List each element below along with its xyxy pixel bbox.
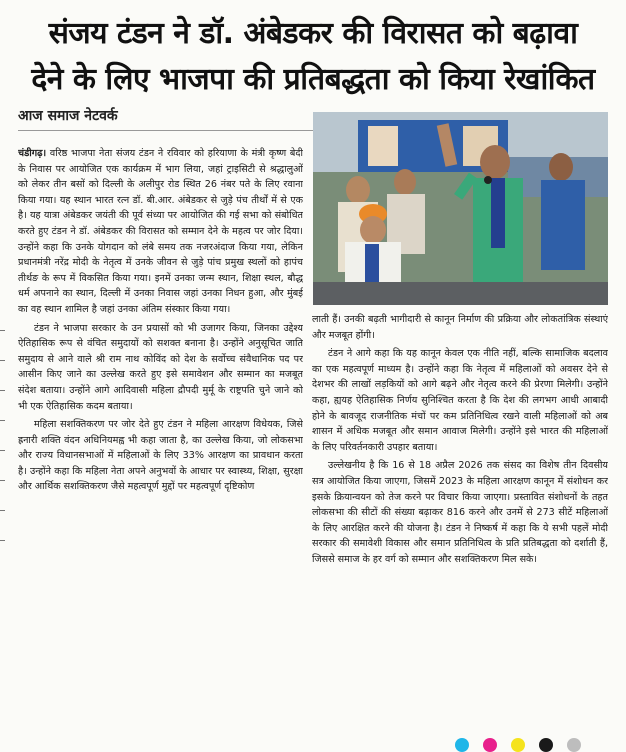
registration-dot	[483, 738, 497, 752]
registration-dot	[455, 738, 469, 752]
news-photo-illustration	[313, 112, 608, 305]
headline-line-1: संजय टंडन ने डॉ. अंबेडकर की विरासत को बढ़ावा	[48, 16, 578, 51]
registration-dot	[539, 738, 553, 752]
article-paragraph	[18, 146, 303, 318]
headline-line-2: देने के लिए भाजपा की प्रतिबद्धता को किया रेखांकित	[31, 62, 595, 97]
fold-marks	[0, 330, 8, 590]
article-column-right	[312, 312, 608, 722]
paragraph-text: वरिष्ठ भाजपा नेता संजय टंडन ने रविवार को हरियाणा के मंत्री कृष्ण बेदी के निवास पर आयोजित एक कार्यक्रम में भाग लिया, जहां ट्राइसिटी से श्रद्धालुओं को लेकर तीन बसों को दिल्ली के अलीपुर रोड स्थित 26 नंबर पते के लिए रवाना किया गया। यह स्थान भारत रत्न डॉ. बी.आर. अंबेडकर से जुड़े पंच तीर्थों में से एक है। यह यात्रा अंबेडकर जयंती की पूर्व संध्या पर आयोजित की गई सभा को संबोधित करते हुए टंडन ने डॉ. अंबेडकर की विरासत को सम्मान देने के महत्व पर जोर दिया। उन्होंने कहा कि उनके योगदान को लंबे समय तक नजरअंदाज किया गया, लेकिन प्रधानमंत्री नरेंद्र मोदी के नेतृत्व में उनके जीवन से जुड़े पांच प्रमुख स्थलों को हापंच तीर्थङ के रूप में विकसित किया गया। इनमें उनका जन्म स्थान, शिक्षा स्थल, बौद्ध धर्म अपनाने का स्थान, दिल्ली में उनका निवास जहां उनका निधन हुआ, और मुंबई का वह स्थान शामिल है जहां उनका अंतिम संस्कार किया गया।	[18, 148, 303, 315]
article-paragraph: टंडन ने आगे कहा कि यह कानून केवल एक नीति नहीं, बल्कि सामाजिक बदलाव का एक महत्वपूर्ण माध्यम है। उन्होंने कहा कि नेतृत्व में महिलाओं को अवसर देने से देशभर की लाखों लड़कियों को आगे बढ़ने और नेतृत्व करने की प्रेरणा मिलेगी। उन्होंने कहा, ह्ययह ऐतिहासिक निर्णय सुनिश्चित करता है कि देश की लगभग आधी आबादी होने के बावजूद राजनीतिक मंचों पर कम प्रतिनिधित्व रखने वाली महिलाओं को अब शासन में अधिक मजबूत और समान आवाज मिलेगी। उन्होंने इसे भारत की महिलाओं के लिए परिवर्तनकारी उपहार बताया।	[312, 348, 608, 453]
print-registration-marks	[455, 734, 615, 751]
registration-dot	[511, 738, 525, 752]
dateline: चंडीगढ़।	[18, 148, 47, 159]
byline: आज समाज नेटवर्क	[18, 108, 118, 124]
article-paragraph: टंडन ने भाजपा सरकार के उन प्रयासों को भी उजागर किया, जिनका उद्देश्य ऐतिहासिक रूप से वंचित समुदायों को सशक्त बनाना है। उन्होंने अनुसूचित जाति समुदाय से आने वाले श्री राम नाथ कोविंद को देश के सर्वोच्च संवैधानिक पद पर आसीन किए जाने का उल्लेख करते हुए इसे समावेशन और सम्मान का मजबूत संदेश बताया। उन्होंने आगे आदिवासी महिला द्रौपदी मुर्मू के राष्ट्रपति चुने जाने को भी एक ऐतिहासिक कदम बताया।	[18, 322, 303, 412]
article-paragraph: उल्लेखनीय है कि 16 से 18 अप्रैल 2026 तक संसद का विशेष तीन दिवसीय सत्र आयोजित किया जाएगा, जिसमें 2023 के महिला आरक्षण कानून में संशोधन कर इसके क्रियान्वयन को तेज करने पर विचार किया जाएगा। प्रस्तावित संशोधनों के तहत लोकसभा की सीटों की संख्या बढ़ाकर 816 करने और उनमें से 273 सीटें महिलाओं के लिए आरक्षित करने की योजना है। टंडन ने निष्कर्ष में कहा कि ये सभी पहलें मोदी सरकार की समावेशी विकास और समान प्रतिनिधित्व के प्रति प्रतिबद्धता को दर्शाती हैं, जिससे समाज के हर वर्ग को सम्मान और सशक्तिकरण मिल सके।	[312, 460, 608, 565]
registration-dot	[567, 738, 581, 752]
article-paragraph: लाती हैं। उनकी बढ़ती भागीदारी से कानून निर्माण की प्रक्रिया और लोकतांत्रिक संस्थाएं और मजबूत होंगी।	[312, 314, 608, 341]
news-photo	[313, 112, 608, 305]
article-paragraph: महिला सशक्तिकरण पर जोर देते हुए टंडन ने महिला आरक्षण विधेयक, जिसे ह्रनारी शक्ति वंदन अधिनियमह्व भी कहा जाता है, का उल्लेख किया, जो लोकसभा और राज्य विधानसभाओं में महिलाओं के लिए 33% आरक्षण का प्रावधान करता है। उन्होंने कहा कि महिला नेता अपने अनुभवों के आधार पर स्वास्थ्य, शिक्षा, सुरक्षा और आर्थिक सशक्तिकरण जैसे महत्वपूर्ण मुद्दों पर महत्वपूर्ण दृष्टिकोण	[18, 419, 303, 493]
article-column-left	[18, 146, 303, 721]
